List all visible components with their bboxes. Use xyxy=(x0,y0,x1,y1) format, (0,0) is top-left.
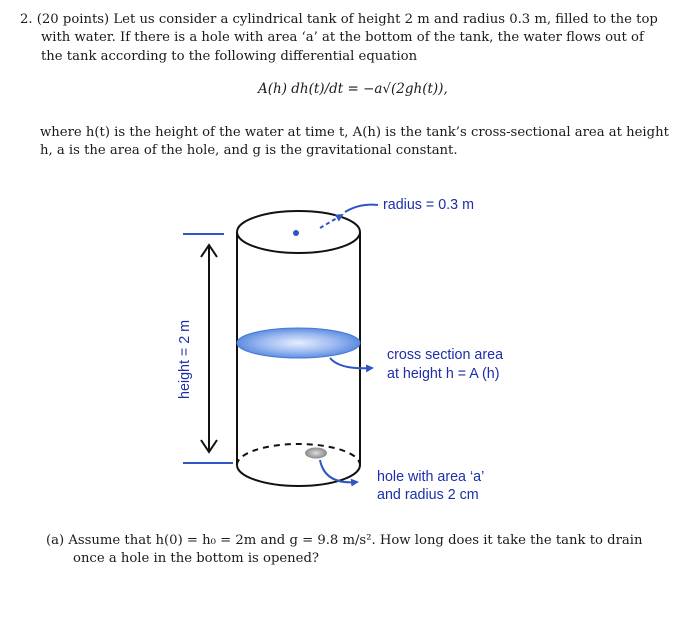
top-center-dot xyxy=(293,230,299,236)
hole-arrow xyxy=(320,460,357,482)
cross-section-ellipse xyxy=(237,328,360,358)
hole-ellipse xyxy=(305,448,327,459)
problem-line-1: 2. (20 points) Let us consider a cylindrical tank of height 2 m and radius 0.3 m, filled to the top xyxy=(20,12,658,27)
radius-leader-line xyxy=(345,205,378,212)
problem-line-3: the tank according to the following differential equation xyxy=(41,48,418,64)
cylinder-bottom-back xyxy=(237,444,360,465)
where-line-2: h, a is the area of the hole, and g is the gravitational constant. xyxy=(40,143,458,159)
height-label: height = 2 m xyxy=(177,319,193,399)
differential-equation: A(h) dh(t)/dt = −a√(2gh(t)), xyxy=(258,81,448,97)
problem-line-2: with water. If there is a hole with area ‘a’ at the bottom of the tank, the water flows out of xyxy=(41,30,644,46)
hole-label-1: hole with area ‘a’ xyxy=(377,469,485,485)
cross-section-arrow xyxy=(330,358,372,368)
question-a-line-2: once a hole in the bottom is opened? xyxy=(73,551,319,567)
radius-arrow xyxy=(320,215,342,228)
cross-section-label-2: at height h = A (h) xyxy=(387,366,500,382)
question-a xyxy=(46,532,648,569)
cylinder-bottom-front xyxy=(237,465,360,486)
cross-section-label-1: cross section area xyxy=(387,347,504,363)
question-a-line-1: (a) Assume that h(0) = h₀ = 2m and g = 9.8 m/s². How long does it take the tank to drain xyxy=(46,533,643,548)
hole-label-2: and radius 2 cm xyxy=(377,487,479,503)
where-line-1: where h(t) is the height of the water at time t, A(h) is the tank’s cross-sectional area at height xyxy=(40,125,669,140)
radius-label: radius = 0.3 m xyxy=(383,197,474,213)
